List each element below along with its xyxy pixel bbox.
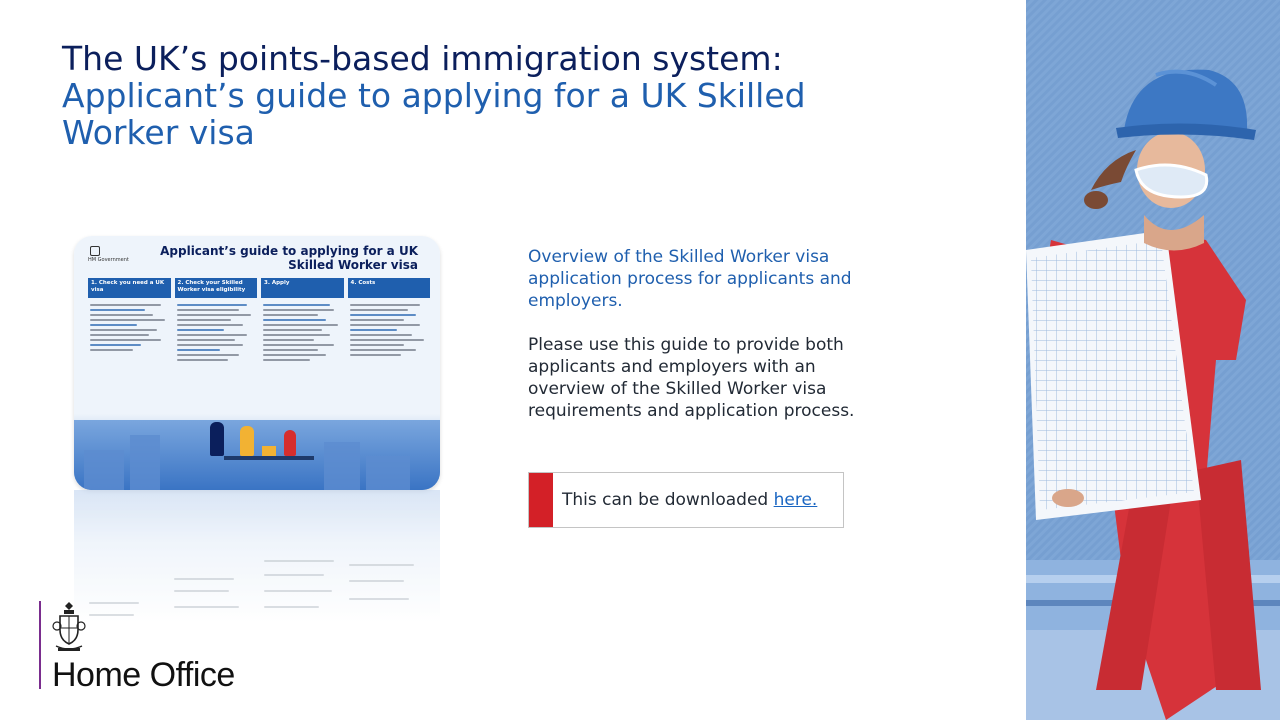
thumbnail-column-heading: 1. Check you need a UK visa — [88, 278, 171, 298]
title-line-1: The UK’s points-based immigration system: — [62, 39, 783, 78]
thumbnail-column — [88, 278, 171, 367]
overview-text: Overview of the Skilled Worker visa application process for applicants and employers. — [528, 247, 852, 311]
gov-crest-icon — [90, 246, 100, 256]
guide-text: Please use this guide to provide both applicants and employers with an overview of the Skilled Worker visa requirements and application process. — [528, 335, 855, 421]
thumbnail-columns — [88, 278, 430, 367]
office-illustration — [74, 420, 440, 490]
download-label — [562, 490, 817, 510]
thumbnail-column — [261, 278, 344, 367]
thumbnail-column-heading: 3. Apply — [261, 278, 344, 298]
thumbnail-column — [175, 278, 258, 367]
royal-crest-icon — [52, 600, 86, 656]
thumbnail-title: Applicant’s guide to applying for a UK Skilled Worker visa — [160, 244, 418, 272]
slide-title — [62, 40, 882, 151]
thumbnail-column-heading: 4. Costs — [348, 278, 431, 298]
thumbnail-column — [348, 278, 431, 367]
thumbnail-reflection — [74, 490, 440, 622]
download-text: This can be downloaded — [562, 490, 774, 510]
worker-illustration — [1026, 0, 1280, 720]
logo-rule — [39, 601, 41, 689]
thumbnail-org: HM Government — [88, 257, 129, 263]
guide-thumbnail[interactable] — [74, 236, 440, 490]
download-link[interactable]: here. — [773, 490, 818, 510]
home-office-logo-text: Home Office — [52, 656, 235, 694]
thumbnail-column-heading: 2. Check your Skilled Worker visa eligibility — [175, 278, 258, 298]
download-callout — [528, 472, 844, 528]
engineer-figure — [1026, 0, 1280, 720]
callout-accent-bar — [529, 473, 553, 527]
title-line-2: Applicant’s guide to applying for a UK Skilled Worker visa — [62, 76, 806, 152]
